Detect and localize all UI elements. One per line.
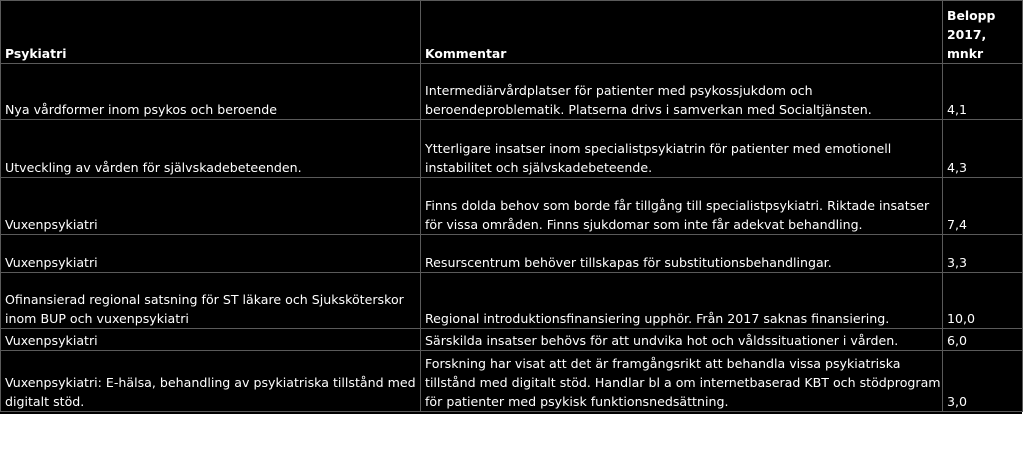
cell-comment: Resurscentrum behöver tillskapas för substitutionsbehandlingar. [421, 235, 943, 273]
table-row [1, 351, 1023, 412]
cell-comment: Intermediärvårdplatser för patienter med psykossjukdom och beroendeproblematik. Platserna drivs i samverkan med Socialtjänsten. [421, 64, 943, 120]
cell-amount: 4,3 [943, 120, 1023, 178]
header-psykiatri: Psykiatri [1, 1, 421, 64]
table-row [1, 64, 1023, 120]
header-kommentar: Kommentar [421, 1, 943, 64]
cell-category: Vuxenpsykiatri: E-hälsa, behandling av psykiatriska tillstånd med digitalt stöd. [1, 351, 421, 412]
table-row [1, 120, 1023, 178]
cell-comment: Finns dolda behov som borde får tillgång till specialistpsykiatri. Riktade insatser för vissa områden. Finns sjukdomar som inte får adekvat behandling. [421, 178, 943, 235]
header-belopp: Belopp 2017, mnkr [943, 1, 1023, 64]
table-header-row [1, 1, 1023, 64]
cell-category: Ofinansierad regional satsning för ST läkare och Sjuksköterskor inom BUP och vuxenpsykiatri [1, 273, 421, 329]
table-row [1, 273, 1023, 329]
cell-amount: 10,0 [943, 273, 1023, 329]
table-row [1, 329, 1023, 351]
cell-amount: 3,3 [943, 235, 1023, 273]
table-row [1, 235, 1023, 273]
cell-comment: Regional introduktionsfinansiering upphör. Från 2017 saknas finansiering. [421, 273, 943, 329]
cell-category: Vuxenpsykiatri [1, 329, 421, 351]
cell-comment: Ytterligare insatser inom specialistpsykiatrin för patienter med emotionell instabilitet och självskadebeteende. [421, 120, 943, 178]
cell-amount: 6,0 [943, 329, 1023, 351]
cell-category: Vuxenpsykiatri [1, 178, 421, 235]
cell-amount: 3,0 [943, 351, 1023, 412]
table-row [1, 178, 1023, 235]
cell-amount: 4,1 [943, 64, 1023, 120]
cell-comment: Forskning har visat att det är framgångsrikt att behandla vissa psykiatriska tillstånd med digitalt stöd. Handlar bl a om internetbaserad KBT och stödprogram för patienter med psykisk funktionsnedsättning. [421, 351, 943, 412]
cell-comment: Särskilda insatser behövs för att undvika hot och våldssituationer i vården. [421, 329, 943, 351]
cell-category: Vuxenpsykiatri [1, 235, 421, 273]
page-background [0, 414, 1024, 453]
cell-amount: 7,4 [943, 178, 1023, 235]
cell-category: Nya vårdformer inom psykos och beroende [1, 64, 421, 120]
cell-category: Utveckling av vården för självskadebeteenden. [1, 120, 421, 178]
